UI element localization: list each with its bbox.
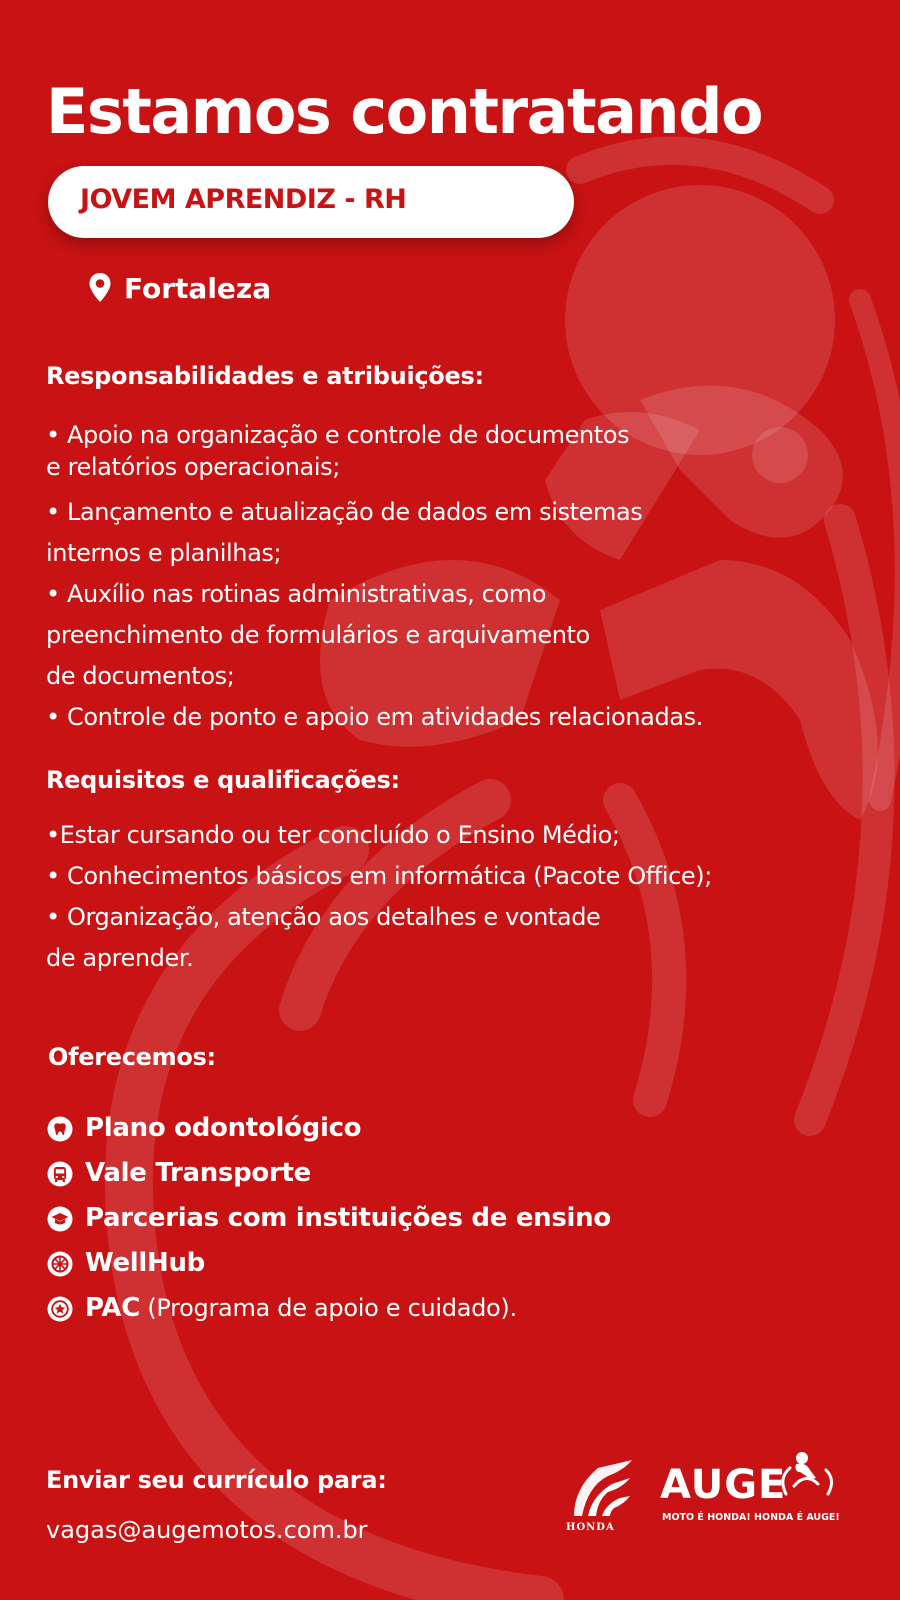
requirements-heading: Requisitos e qualificações: (46, 766, 400, 794)
list-item: • Apoio na organização e controle de documentos e relatórios operacionais; (46, 421, 630, 481)
benefit-label (85, 1293, 517, 1323)
benefit-label-detail: (Programa de apoio e cuidado). (139, 1294, 517, 1322)
benefit-label: WellHub (85, 1248, 205, 1278)
list-item: • Organização, atenção aos detalhes e vontade de aprender. (46, 903, 601, 972)
list-item: • Auxílio nas rotinas administrativas, como preenchimento de formulários e arquivamento de documentos; (46, 580, 590, 690)
map-pin-icon (88, 272, 112, 304)
honda-wordmark: HONDA (566, 1522, 615, 1533)
resume-instruction: Enviar seu currículo para: (46, 1466, 387, 1494)
benefit-label: Vale Transporte (85, 1158, 311, 1188)
location-label: Fortaleza (124, 272, 272, 305)
job-title-badge (48, 166, 574, 238)
benefits-heading: Oferecemos: (48, 1043, 216, 1071)
wellhub-icon (47, 1251, 73, 1277)
resume-email-link[interactable]: vagas@augemotos.com.br (46, 1516, 368, 1544)
benefit-label: Plano odontológico (85, 1113, 362, 1143)
responsibilities-list (46, 419, 703, 738)
benefit-label: Parcerias com instituições de ensino (85, 1203, 611, 1233)
auge-rider-icon (776, 1450, 838, 1504)
honda-wing-logo-icon (568, 1458, 634, 1522)
bus-icon (47, 1161, 73, 1187)
tooth-icon (47, 1116, 73, 1142)
requirements-list (46, 815, 712, 979)
job-title: JOVEM APRENDIZ - RH (80, 184, 407, 215)
auge-tagline: MOTO É HONDA! HONDA É AUGE! (662, 1512, 840, 1523)
list-item: •Estar cursando ou ter concluído o Ensino Médio; (46, 821, 620, 849)
responsibilities-heading: Responsabilidades e atribuições: (46, 362, 484, 390)
list-item: • Conhecimentos básicos em informática (Pacote Office); (46, 862, 712, 890)
graduation-cap-icon (47, 1206, 73, 1232)
page-title: Estamos contratando (46, 75, 763, 148)
care-icon (47, 1296, 73, 1322)
benefit-label-main: PAC (85, 1293, 140, 1323)
auge-wordmark: AUGE (660, 1462, 787, 1508)
list-item: • Controle de ponto e apoio em atividades relacionadas. (46, 703, 703, 731)
list-item: • Lançamento e atualização de dados em sistemas internos e planilhas; (46, 498, 643, 567)
